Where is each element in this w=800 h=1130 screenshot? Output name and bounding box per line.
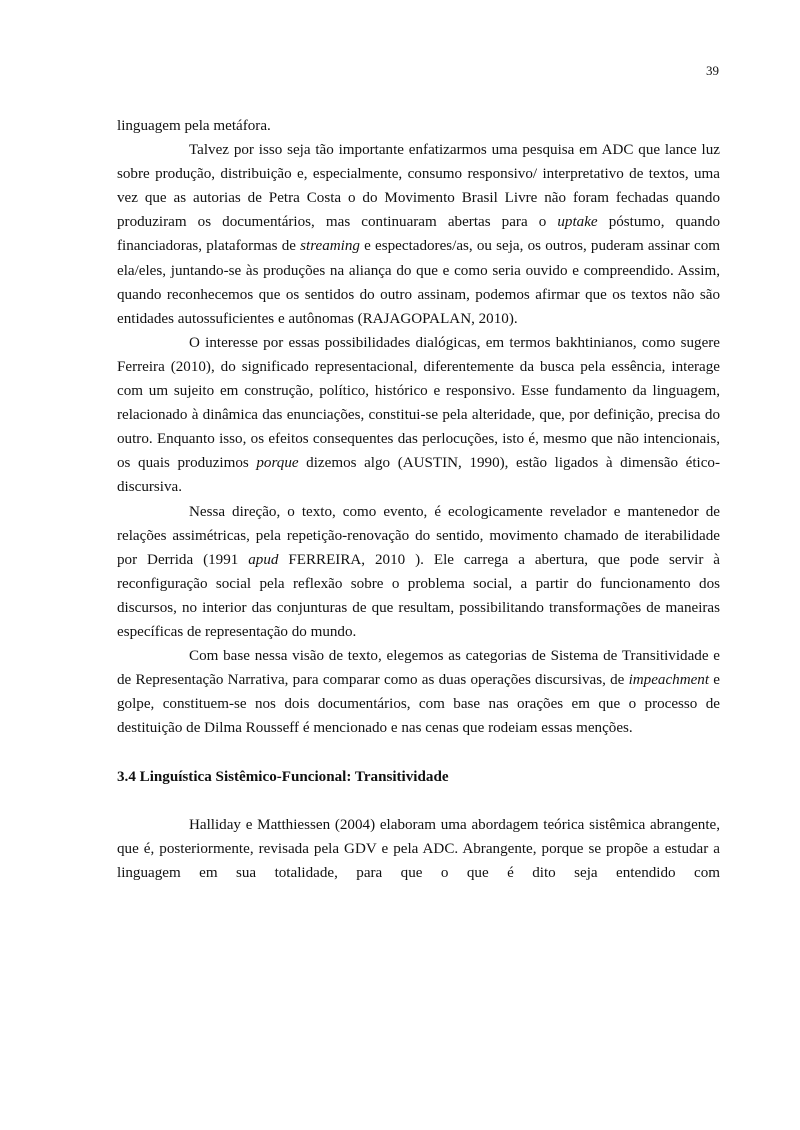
paragraph-continuation: linguagem pela metáfora. [117,118,271,134]
paragraph-dialogic-possibilities: O interesse por essas possibilidades dialógicas, em termos bakhtinianos, como sugere Ferreira (2010), do significado representacional, diferentemente da busca pela essência, interage com um sujeito em construção, político, histórico e responsivo. Esse fundamento da linguagem, relacionado à dinâmica das enunciações, constitui-se pela alteridade, que, por definição, precisa do outro. Enquanto isso, os efeitos consequentes das perlocuções, isto é, mesmo que não intencionais, os quais produzimos porque dizemos algo (AUSTIN, 1990), estão ligados à dimensão ético-discursiva. [117,334,720,496]
body-text [117,114,720,885]
section-heading: 3.4 Linguística Sistêmico-Funcional: Transitividade [117,768,449,785]
paragraph-halliday: Halliday e Matthiessen (2004) elaboram uma abordagem teórica sistêmica abrangente, que é, posteriormente, revisada pela GDV e pela ADC. Abrangente, porque se propõe a estudar a linguagem em sua totalidade, para que o que é dito seja entendido com [117,816,720,881]
blank-line [117,789,720,813]
blank-line [117,740,720,764]
paragraph-text-as-event: Nessa direção, o texto, como evento, é ecologicamente revelador e mantenedor de relações assimétricas, pela repetição-renovação do sentido, movimento chamado de iterabilidade por Derrida (1991 apud FERREIRA, 2010 ). Ele carrega a abertura, que pode servir à reconfiguração social pela reflexão sobre o problema social, a partir do funcionamento dos discursos, no interior das conjunturas de que resultam, possibilitando transformações de maneiras específicas de representação do mundo. [117,503,720,640]
paragraph-adc-research: Talvez por isso seja tão importante enfatizarmos uma pesquisa em ADC que lance luz sobre produção, distribuição e, especialmente, consumo responsivo/ interpretativo de textos, uma vez que as autorias de Petra Costa o do Movimento Brasil Livre não foram fechadas quando produziram os documentários, mas continuaram abertas para o uptake póstumo, quando financiadoras, plataformas de streaming e espectadores/as, ou seja, os outros, puderam assinar com ela/eles, juntando-se às produções na aliança do que e como seria ouvido e compreendido. Assim, quando reconhecemos que os sentidos do outro assinam, podemos afirmar que os textos não são entidades autossuficientes e autônomas (RAJAGOPALAN, 2010). [117,142,720,327]
page-number: 39 [706,63,719,78]
paragraph-categories: Com base nessa visão de texto, elegemos as categorias de Sistema de Transitividade e de Representação Narrativa, para comparar como as duas operações discursivas, de impeachment e golpe, constituem-se nos dois documentários, com base nas orações em que o processo de destituição de Dilma Rousseff é mencionado e nas cenas que rodeiam essas menções. [117,648,720,737]
